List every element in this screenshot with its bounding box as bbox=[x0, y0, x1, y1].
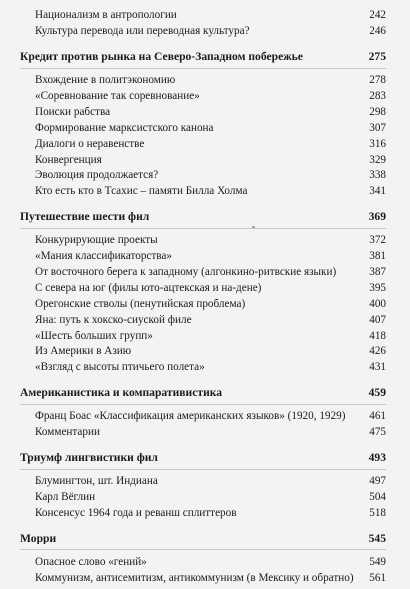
toc-entry-page: 381 bbox=[369, 250, 386, 263]
toc-entry-title: Орегонские стволы (пенутийская проблема) bbox=[35, 298, 246, 310]
toc-entry-title: Франц Боас «Классификация американских языков» (1920, 1929) bbox=[35, 411, 346, 423]
toc-entry bbox=[20, 474, 386, 490]
toc-entry-page: 497 bbox=[369, 475, 386, 488]
toc-entry-title: Коммунизм, антисемитизм, антикоммунизм (в Мексику и обратно) bbox=[35, 572, 354, 584]
toc-entry-title: Национализм в антропологии bbox=[35, 10, 177, 22]
toc-entry bbox=[20, 136, 386, 152]
toc-entry-page: 341 bbox=[369, 185, 386, 198]
toc-entry-page: 518 bbox=[369, 506, 386, 519]
toc-entry bbox=[20, 281, 386, 297]
chapter-page: 493 bbox=[368, 450, 386, 464]
toc-entry bbox=[20, 8, 386, 24]
toc-entry-page: 298 bbox=[369, 105, 386, 118]
toc-entry bbox=[20, 105, 386, 121]
toc-entry-title: «Шесть больших групп» bbox=[35, 330, 153, 342]
toc-entry-title: С севера на юг (филы юто-ацтекская и на-дене) bbox=[35, 282, 262, 294]
toc-entry bbox=[20, 152, 386, 168]
toc-entry bbox=[20, 296, 386, 312]
toc-entry-title: «Соревнование так соревнование» bbox=[35, 91, 200, 103]
toc-entry-title: Опасное слово «гений» bbox=[35, 556, 147, 568]
toc-entry bbox=[20, 184, 386, 200]
toc-entry-title: Конкурирующие проекты bbox=[35, 235, 158, 247]
toc-entry-page: 242 bbox=[369, 9, 386, 22]
toc-entry-title: Яна: путь к хокско-сиуской филе bbox=[35, 314, 192, 326]
toc-entry-title: Блумингтон, шт. Индиана bbox=[35, 476, 158, 488]
chapter-page: 545 bbox=[368, 531, 386, 545]
chapter-page: 275 bbox=[368, 49, 386, 63]
toc-entry bbox=[20, 120, 386, 136]
toc-entry bbox=[20, 505, 386, 521]
toc-entry bbox=[20, 490, 386, 506]
toc-entry-page: 504 bbox=[369, 490, 386, 503]
toc-entry-title: Диалоги о неравенстве bbox=[35, 138, 145, 150]
chapter-page: 459 bbox=[368, 386, 386, 400]
toc-entry-page: 418 bbox=[369, 329, 386, 342]
chapter-title: Триумф лингвистики фил bbox=[20, 451, 158, 464]
toc-entry-title: «Мания классификаторства» bbox=[35, 251, 172, 263]
table-of-contents bbox=[20, 8, 386, 586]
toc-entry-page: 316 bbox=[369, 137, 386, 150]
toc-entry bbox=[20, 344, 386, 360]
chapter-title: Американистика и компаративистика bbox=[20, 387, 223, 399]
chapter-page: 369 bbox=[368, 210, 386, 224]
toc-chapter-heading bbox=[20, 447, 386, 470]
toc-entry-page: 372 bbox=[369, 234, 386, 247]
toc-entry-title: Формирование марксистского канона bbox=[35, 122, 214, 134]
toc-entry-title: Из Америки в Азию bbox=[35, 346, 132, 358]
toc-entry-title: «Взгляд с высоты птичьего полета» bbox=[35, 362, 205, 374]
toc-chapter-heading bbox=[20, 382, 386, 405]
toc-entry bbox=[20, 360, 386, 376]
toc-entry-title: От восточного берега к западному (алгонкино-ритвские языки) bbox=[35, 267, 337, 279]
toc-entry-page: 307 bbox=[369, 121, 386, 134]
toc-entry-title: Комментарии bbox=[35, 427, 100, 439]
toc-entry bbox=[20, 409, 386, 425]
toc-entry-page: 475 bbox=[369, 426, 386, 439]
chapter-title: Морри bbox=[20, 532, 57, 545]
toc-chapter-heading bbox=[20, 527, 386, 550]
toc-entry-page: 395 bbox=[369, 281, 386, 294]
chapter-title: Путешествие шести фил bbox=[20, 211, 150, 223]
toc-entry-page: 278 bbox=[369, 74, 386, 87]
toc-entry-title: Конвергенция bbox=[35, 154, 102, 166]
toc-entry-page: 549 bbox=[369, 555, 386, 568]
toc-entry bbox=[20, 73, 386, 89]
toc-entry-page: 387 bbox=[369, 266, 386, 279]
toc-entry bbox=[20, 425, 386, 441]
toc-entry-page: 561 bbox=[369, 571, 386, 584]
toc-entry bbox=[20, 312, 386, 328]
toc-entry-title: Вхождение в политэкономию bbox=[35, 75, 176, 87]
toc-entry bbox=[20, 554, 386, 570]
toc-entry bbox=[20, 168, 386, 184]
toc-entry-title: Кто есть кто в Тсахис – памяти Билла Холма bbox=[35, 186, 248, 198]
toc-entry-title: Карл Вёглин bbox=[35, 491, 96, 503]
chapter-title: Кредит против рынка на Северо-Западном побережье bbox=[20, 50, 303, 63]
toc-entry-title: Культура перевода или переводная культура? bbox=[35, 26, 250, 38]
toc-entry-page: 431 bbox=[369, 361, 386, 374]
toc-entry-title: Эволюция продолжается? bbox=[35, 170, 159, 182]
toc-chapter-heading bbox=[20, 46, 386, 69]
toc-entry-page: 407 bbox=[369, 313, 386, 326]
toc-entry bbox=[20, 233, 386, 249]
toc-entry-page: 329 bbox=[369, 153, 386, 166]
toc-chapter-heading bbox=[20, 206, 386, 229]
toc-entry-page: 246 bbox=[369, 25, 386, 38]
toc-entry-title: Поиски рабства bbox=[35, 106, 111, 118]
toc-entry bbox=[20, 24, 386, 40]
toc-entry-page: 338 bbox=[369, 169, 386, 182]
toc-entry bbox=[20, 249, 386, 265]
toc-entry bbox=[20, 570, 386, 586]
toc-entry-page: 461 bbox=[369, 410, 386, 423]
toc-entry bbox=[20, 328, 386, 344]
toc-entry bbox=[20, 265, 386, 281]
toc-entry-page: 426 bbox=[369, 345, 386, 358]
toc-entry-title: Консенсус 1964 года и реванш сплиттеров bbox=[35, 507, 237, 519]
toc-entry-page: 283 bbox=[369, 90, 386, 103]
toc-entry bbox=[20, 89, 386, 105]
toc-entry-page: 400 bbox=[369, 297, 386, 310]
